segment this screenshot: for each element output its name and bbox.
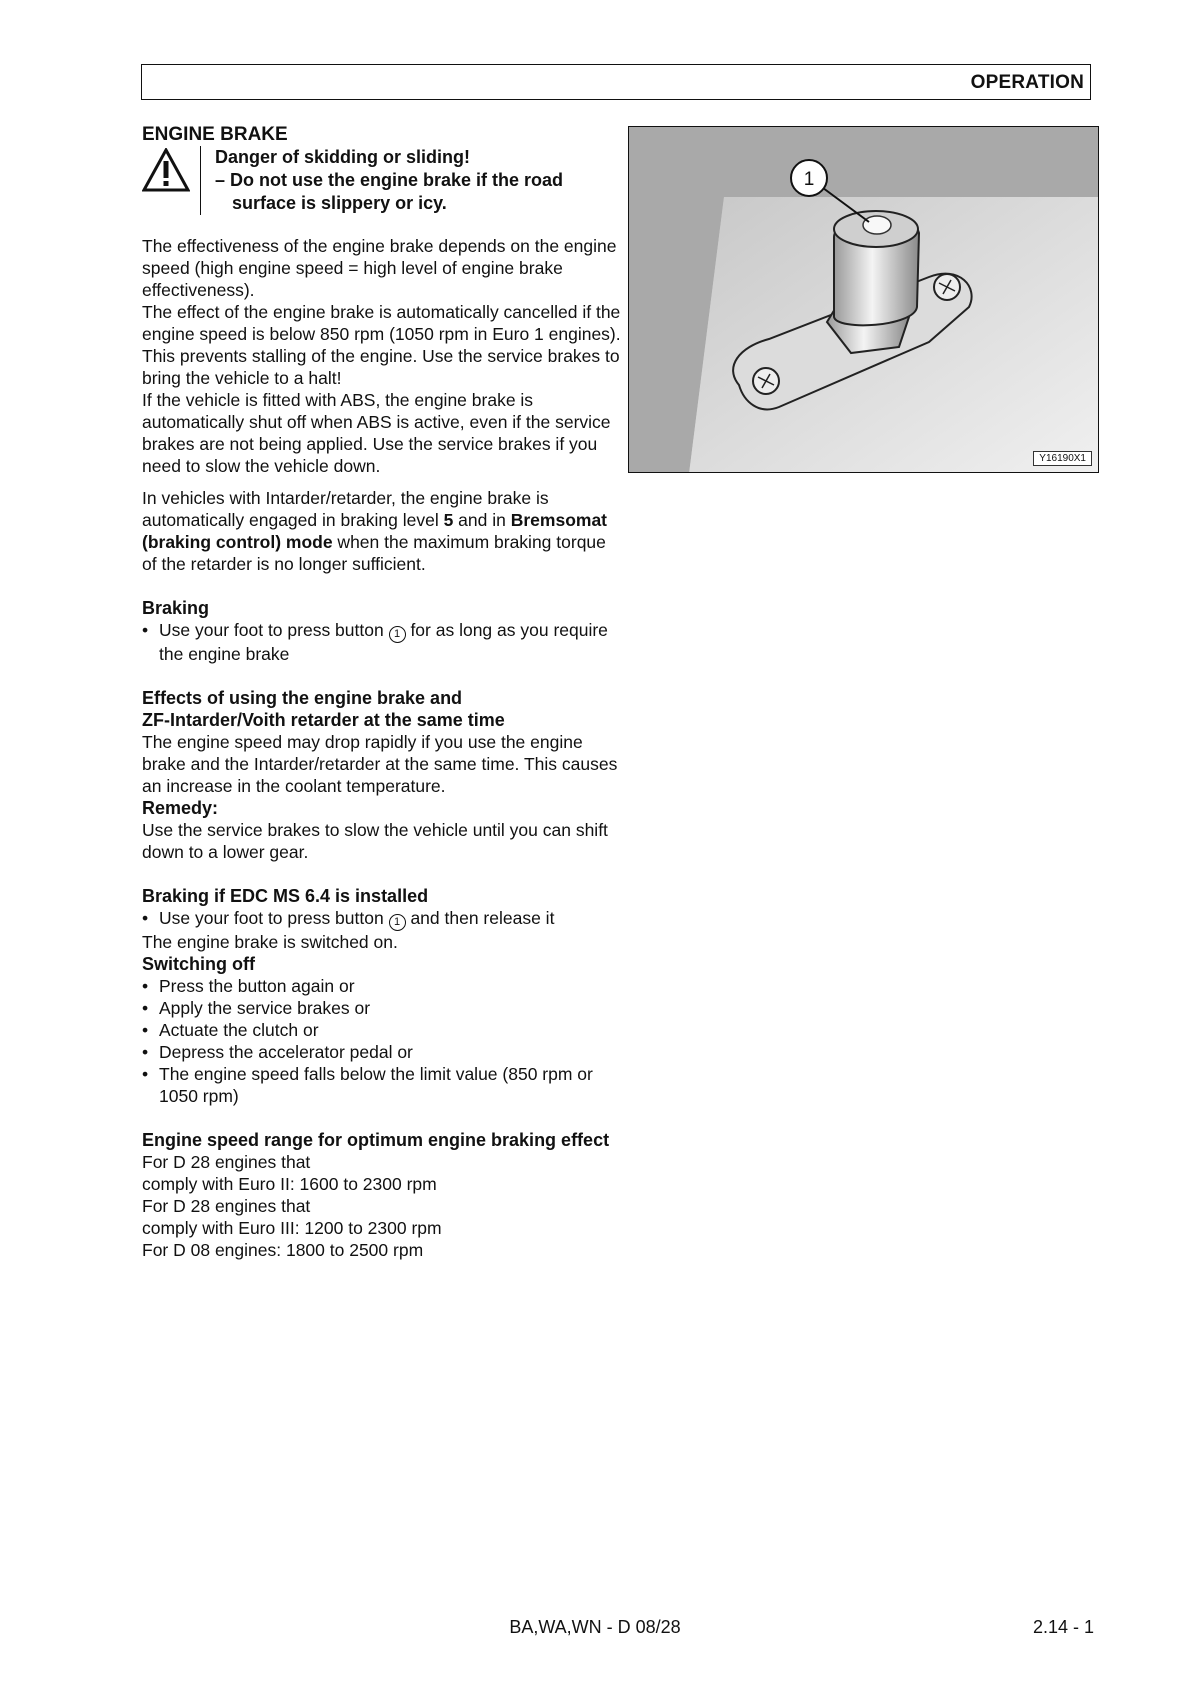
optimum-heading: Engine speed range for optimum engine braking effect — [142, 1130, 610, 1150]
effects-heading-line2: ZF-Intarder/Voith retarder at the same time — [142, 710, 505, 730]
list-item: • Depress the accelerator pedal or — [142, 1041, 622, 1063]
optimum-line: For D 28 engines that — [142, 1152, 311, 1172]
edc-heading: Braking if EDC MS 6.4 is installed — [142, 886, 429, 906]
bremsomat-mode: Bremsomat (braking control) mode — [142, 510, 608, 552]
list-item: • Use your foot to press button 1 for as long as you require the engine brake — [142, 619, 622, 665]
intro-paragraph-3: If the vehicle is fitted with ABS, the engine brake is automatically shut off when ABS is active, even if the service brakes are not being applied. Use the service brakes if you need to slow the vehicle down. — [142, 390, 611, 476]
main-column — [142, 124, 622, 1261]
list-item: • The engine speed falls below the limit value (850 rpm or 1050 rpm) — [142, 1063, 622, 1107]
engine-brake-button-figure — [628, 126, 1099, 473]
remedy-label: Remedy: — [142, 798, 219, 818]
remedy-text: Use the service brakes to slow the vehicle until you can shift down to a lower gear. — [142, 820, 608, 862]
optimum-line: For D 28 engines that — [142, 1196, 311, 1216]
warning-block — [142, 146, 622, 215]
intro-paragraph-1: The effectiveness of the engine brake depends on the engine speed (high engine speed = high level of engine brake effectiveness). — [142, 236, 617, 300]
header-bar — [141, 64, 1091, 100]
braking-heading: Braking — [142, 598, 210, 618]
braking-level: 5 — [443, 510, 454, 530]
list-item: • Press the button again or — [142, 975, 622, 997]
intarder-paragraph: In vehicles with Intarder/retarder, the engine brake is automatically engaged in braking level 5 and in Bremsomat (braking control) mode when the maximum braking torque of the retarder is no longer sufficient. — [142, 488, 608, 574]
section-title: ENGINE BRAKE — [142, 124, 288, 145]
effects-body: The engine speed may drop rapidly if you use the engine brake and the Intarder/retarder at the same time. This causes an increase in the coolant temperature. — [142, 732, 618, 796]
switching-off-heading: Switching off — [142, 954, 255, 974]
footer-page-number: 2.14 - 1 — [1032, 1617, 1094, 1637]
button-ref-icon: 1 — [389, 914, 406, 931]
list-item: • Actuate the clutch or — [142, 1019, 622, 1041]
effects-heading-line1: Effects of using the engine brake and — [142, 688, 463, 708]
intro-paragraph-2: The effect of the engine brake is automatically cancelled if the engine speed is below 850 rpm (1050 rpm in Euro 1 engines). This prevents stalling of the engine. Use the service brakes to bring the vehicle to a halt! — [142, 302, 621, 388]
list-item: • Apply the service brakes or — [142, 997, 622, 1019]
optimum-line: For D 08 engines: 1800 to 2500 rpm — [142, 1240, 424, 1260]
callout-number: 1 — [803, 169, 815, 190]
warning-triangle-icon — [142, 146, 200, 215]
warning-title: Danger of skidding or sliding! — [215, 147, 471, 167]
page-section-title: OPERATION — [970, 72, 1084, 93]
floor-button-illustration — [629, 127, 1099, 473]
figure-code: Y16190X1 — [1033, 451, 1092, 466]
button-ref-icon: 1 — [389, 626, 406, 643]
warning-instruction: – Do not use the engine brake if the road surface is slippery or icy. — [215, 170, 564, 213]
list-item: • Use your foot to press button 1 and then release it — [142, 907, 622, 931]
optimum-line: comply with Euro II: 1600 to 2300 rpm — [142, 1174, 437, 1194]
optimum-line: comply with Euro III: 1200 to 2300 rpm — [142, 1218, 442, 1238]
footer-doc-ref: BA,WA,WN - D 08/28 — [509, 1617, 681, 1637]
edc-result: The engine brake is switched on. — [142, 932, 398, 952]
